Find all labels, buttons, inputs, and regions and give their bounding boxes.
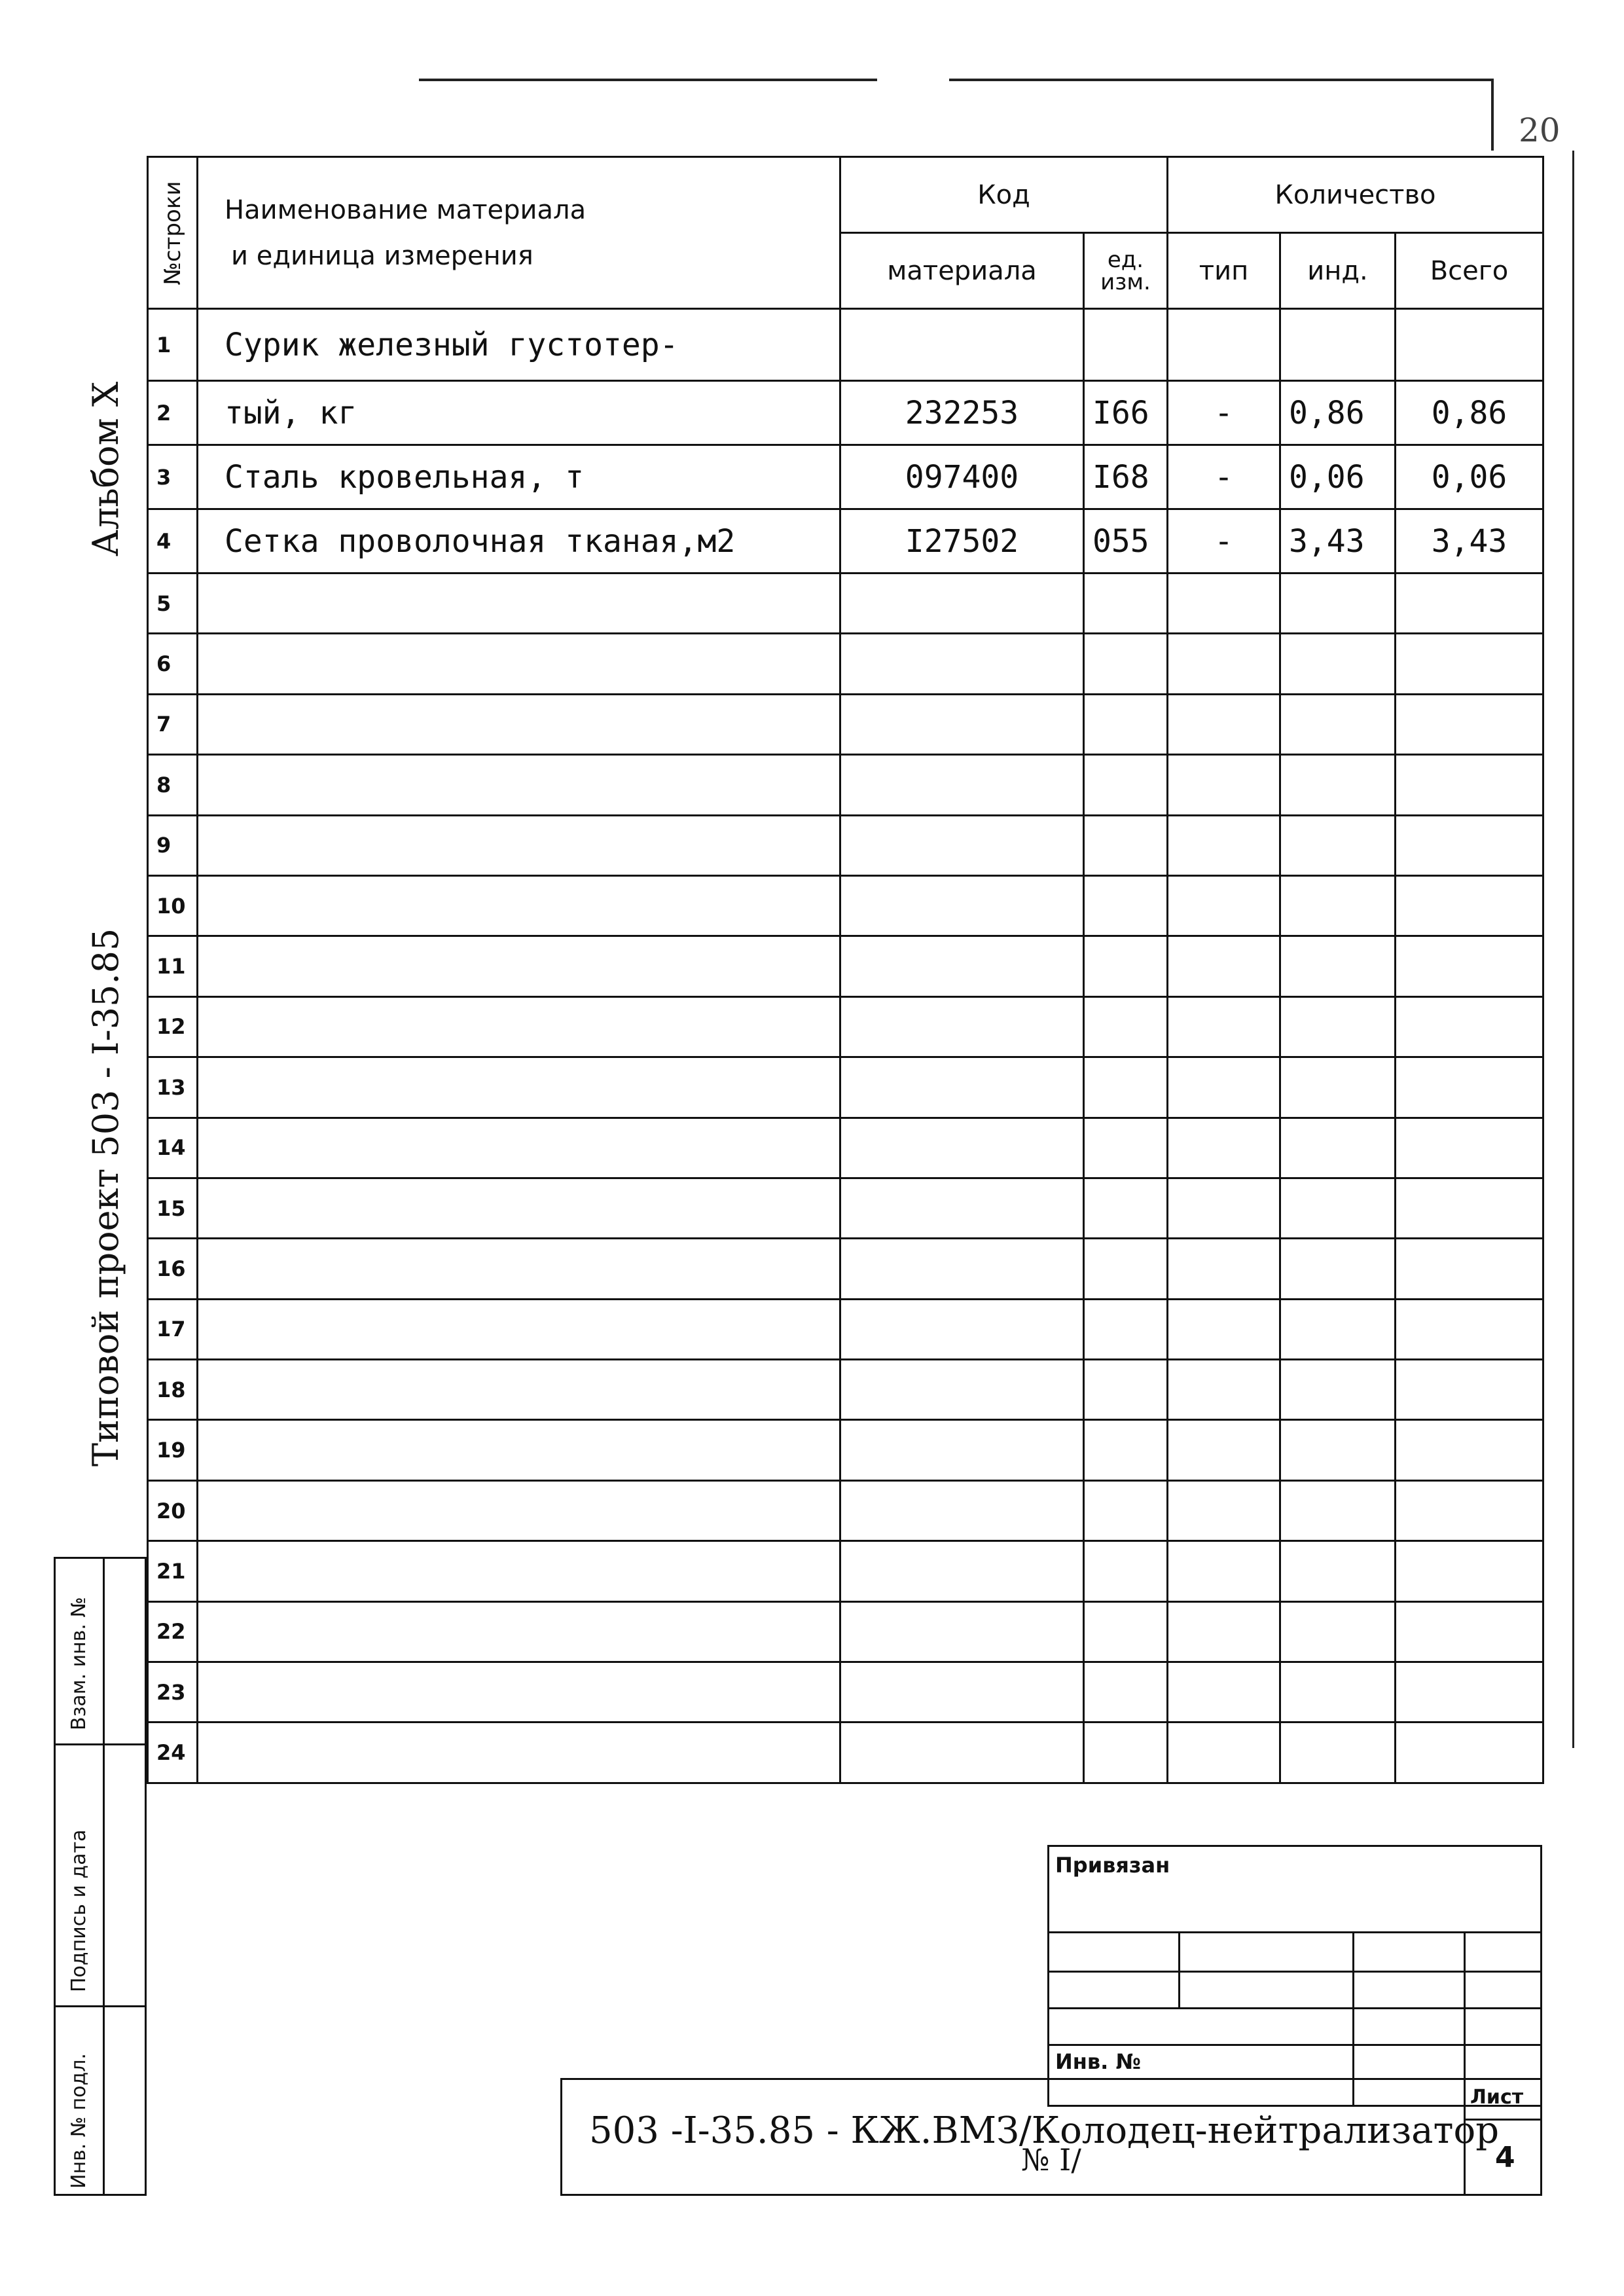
row-qty-type bbox=[1168, 1118, 1280, 1178]
row-unit-code bbox=[1084, 1178, 1168, 1238]
project-label: Типовой проект 503 - I-35.85 bbox=[85, 928, 126, 1467]
row-material-code bbox=[840, 1480, 1084, 1540]
header-row-number: №строки bbox=[148, 157, 198, 309]
row-material-name: Сетка проволочная тканая,м2 bbox=[198, 509, 840, 574]
row-material-code bbox=[840, 1118, 1084, 1178]
row-qty-total bbox=[1396, 996, 1543, 1057]
row-material-code bbox=[840, 694, 1084, 754]
row-material-name: Сталь кровельная, т bbox=[198, 445, 840, 509]
row-material-code bbox=[840, 309, 1084, 381]
row-qty-type bbox=[1168, 875, 1280, 936]
row-qty-total bbox=[1396, 1480, 1543, 1540]
table-row bbox=[148, 1601, 1543, 1662]
row-material-code bbox=[840, 574, 1084, 634]
row-qty-ind bbox=[1280, 1360, 1396, 1420]
row-qty-type: - bbox=[1168, 381, 1280, 445]
row-unit-code bbox=[1084, 309, 1168, 381]
row-number: 14 bbox=[148, 1118, 198, 1178]
row-unit-code bbox=[1084, 875, 1168, 936]
row-number: 12 bbox=[148, 996, 198, 1057]
row-number: 16 bbox=[148, 1239, 198, 1299]
row-number: 19 bbox=[148, 1420, 198, 1480]
top-border-line bbox=[419, 79, 1492, 81]
row-number: 8 bbox=[148, 755, 198, 815]
row-qty-total bbox=[1396, 634, 1543, 694]
row-unit-code: I68 bbox=[1084, 445, 1168, 509]
row-unit-code bbox=[1084, 815, 1168, 875]
row-unit-code bbox=[1084, 1601, 1168, 1662]
row-number: 10 bbox=[148, 875, 198, 936]
row-unit-code bbox=[1084, 1057, 1168, 1118]
row-material-code bbox=[840, 1299, 1084, 1359]
table-row bbox=[148, 445, 1543, 509]
row-number: 23 bbox=[148, 1662, 198, 1722]
row-qty-type bbox=[1168, 634, 1280, 694]
row-qty-ind bbox=[1280, 1480, 1396, 1540]
row-unit-code bbox=[1084, 1662, 1168, 1722]
table-row bbox=[148, 694, 1543, 754]
header-qty-ind: инд. bbox=[1280, 233, 1396, 309]
table-row bbox=[148, 1722, 1543, 1783]
stamp-divider bbox=[103, 1559, 105, 2194]
row-qty-type bbox=[1168, 1541, 1280, 1601]
row-qty-ind bbox=[1280, 815, 1396, 875]
title-block-privyazan: Привязан bbox=[1055, 1853, 1170, 1878]
row-qty-ind bbox=[1280, 1601, 1396, 1662]
row-material-name bbox=[198, 1722, 840, 1783]
row-material-code bbox=[840, 1541, 1084, 1601]
row-number: 5 bbox=[148, 574, 198, 634]
row-qty-ind bbox=[1280, 875, 1396, 936]
row-number: 20 bbox=[148, 1480, 198, 1540]
row-material-name bbox=[198, 996, 840, 1057]
header-code-material: материала bbox=[840, 233, 1084, 309]
row-qty-ind bbox=[1280, 1299, 1396, 1359]
table-row bbox=[148, 815, 1543, 875]
row-qty-ind bbox=[1280, 694, 1396, 754]
tb-line bbox=[1178, 1931, 1180, 2009]
table-row bbox=[148, 1480, 1543, 1540]
document-code-line2: № I/ bbox=[1021, 2142, 1081, 2178]
row-qty-total bbox=[1396, 1057, 1543, 1118]
row-material-name bbox=[198, 1662, 840, 1722]
row-material-code bbox=[840, 996, 1084, 1057]
row-qty-ind bbox=[1280, 996, 1396, 1057]
row-qty-type bbox=[1168, 1420, 1280, 1480]
row-qty-total bbox=[1396, 1601, 1543, 1662]
materials-table bbox=[147, 156, 1544, 1784]
row-material-code bbox=[840, 634, 1084, 694]
row-qty-type bbox=[1168, 1239, 1280, 1299]
row-unit-code bbox=[1084, 1420, 1168, 1480]
tb-line bbox=[1047, 1971, 1542, 1973]
row-qty-total bbox=[1396, 755, 1543, 815]
table-row bbox=[148, 634, 1543, 694]
row-material-name: тый, кг bbox=[198, 381, 840, 445]
header-code-group: Код bbox=[840, 157, 1168, 233]
table-row bbox=[148, 936, 1543, 996]
row-material-code bbox=[840, 1722, 1084, 1783]
row-unit-code bbox=[1084, 1118, 1168, 1178]
row-qty-ind bbox=[1280, 1057, 1396, 1118]
row-material-name bbox=[198, 1480, 840, 1540]
row-number: 3 bbox=[148, 445, 198, 509]
row-unit-code bbox=[1084, 1541, 1168, 1601]
row-material-name bbox=[198, 1541, 840, 1601]
row-number: 6 bbox=[148, 634, 198, 694]
row-qty-type bbox=[1168, 755, 1280, 815]
row-qty-total bbox=[1396, 694, 1543, 754]
row-number: 7 bbox=[148, 694, 198, 754]
row-qty-ind bbox=[1280, 936, 1396, 996]
table-row bbox=[148, 574, 1543, 634]
row-qty-type: - bbox=[1168, 445, 1280, 509]
row-material-name bbox=[198, 574, 840, 634]
row-material-code bbox=[840, 1178, 1084, 1238]
row-material-code bbox=[840, 1360, 1084, 1420]
row-material-code: 097400 bbox=[840, 445, 1084, 509]
table-row bbox=[148, 1420, 1543, 1480]
row-unit-code bbox=[1084, 1722, 1168, 1783]
row-unit-code bbox=[1084, 1239, 1168, 1299]
row-qty-total bbox=[1396, 875, 1543, 936]
row-qty-total: 0,06 bbox=[1396, 445, 1543, 509]
stamp-label-vzam: Взам. инв. № bbox=[67, 1597, 90, 1730]
header-qty-total: Всего bbox=[1396, 233, 1543, 309]
row-qty-total bbox=[1396, 1541, 1543, 1601]
row-number: 17 bbox=[148, 1299, 198, 1359]
row-qty-ind bbox=[1280, 309, 1396, 381]
row-qty-type bbox=[1168, 1480, 1280, 1540]
row-qty-total bbox=[1396, 1360, 1543, 1420]
row-material-name bbox=[198, 1178, 840, 1238]
header-material-name: Наименование материала и единица измерения bbox=[198, 157, 840, 309]
row-unit-code bbox=[1084, 694, 1168, 754]
row-material-name bbox=[198, 1118, 840, 1178]
header-qty-type: тип bbox=[1168, 233, 1280, 309]
row-qty-total bbox=[1396, 936, 1543, 996]
row-qty-ind bbox=[1280, 1541, 1396, 1601]
row-unit-code bbox=[1084, 574, 1168, 634]
row-unit-code bbox=[1084, 1480, 1168, 1540]
tb-line bbox=[1047, 2044, 1542, 2046]
table-row bbox=[148, 1299, 1543, 1359]
row-qty-type bbox=[1168, 309, 1280, 381]
row-qty-total bbox=[1396, 1299, 1543, 1359]
table-row bbox=[148, 309, 1543, 381]
row-material-code bbox=[840, 1662, 1084, 1722]
row-material-name bbox=[198, 694, 840, 754]
row-unit-code: 055 bbox=[1084, 509, 1168, 574]
row-material-code bbox=[840, 1420, 1084, 1480]
page-number: 20 bbox=[1519, 111, 1561, 149]
row-material-name bbox=[198, 1299, 840, 1359]
title-block-inv-no: Инв. № bbox=[1055, 2049, 1141, 2074]
document-code: 503 -I-35.85 - КЖ.ВМЗ/Колодец-нейтрализатор bbox=[589, 2109, 1500, 2152]
row-qty-ind bbox=[1280, 1420, 1396, 1480]
row-material-name: Сурик железный густотер- bbox=[198, 309, 840, 381]
row-qty-type bbox=[1168, 694, 1280, 754]
row-material-name bbox=[198, 1239, 840, 1299]
row-unit-code bbox=[1084, 1360, 1168, 1420]
row-qty-type bbox=[1168, 574, 1280, 634]
row-unit-code bbox=[1084, 634, 1168, 694]
row-qty-ind: 3,43 bbox=[1280, 509, 1396, 574]
row-qty-total bbox=[1396, 1722, 1543, 1783]
row-number: 24 bbox=[148, 1722, 198, 1783]
header-quantity-group: Количество bbox=[1168, 157, 1543, 233]
stamp-divider bbox=[56, 2005, 145, 2007]
row-material-name bbox=[198, 875, 840, 936]
table-row bbox=[148, 875, 1543, 936]
row-qty-type bbox=[1168, 996, 1280, 1057]
row-number: 9 bbox=[148, 815, 198, 875]
row-qty-total bbox=[1396, 1662, 1543, 1722]
row-number: 22 bbox=[148, 1601, 198, 1662]
table-row bbox=[148, 1541, 1543, 1601]
table-row bbox=[148, 509, 1543, 574]
row-material-code bbox=[840, 1239, 1084, 1299]
row-material-name bbox=[198, 936, 840, 996]
row-qty-ind bbox=[1280, 1662, 1396, 1722]
row-number: 2 bbox=[148, 381, 198, 445]
row-qty-ind: 0,06 bbox=[1280, 445, 1396, 509]
row-number: 15 bbox=[148, 1178, 198, 1238]
row-number: 18 bbox=[148, 1360, 198, 1420]
sheet-label: Лист bbox=[1470, 2086, 1524, 2109]
row-material-name bbox=[198, 1360, 840, 1420]
row-material-code bbox=[840, 936, 1084, 996]
header-code-unit: ед. изм. bbox=[1084, 233, 1168, 309]
row-qty-total: 0,86 bbox=[1396, 381, 1543, 445]
row-qty-ind: 0,86 bbox=[1280, 381, 1396, 445]
row-qty-ind bbox=[1280, 1722, 1396, 1783]
row-unit-code bbox=[1084, 936, 1168, 996]
row-material-code bbox=[840, 1057, 1084, 1118]
sheet-number: 4 bbox=[1495, 2141, 1515, 2174]
row-unit-code bbox=[1084, 755, 1168, 815]
row-qty-ind bbox=[1280, 1178, 1396, 1238]
row-material-code: 232253 bbox=[840, 381, 1084, 445]
row-material-code: I27502 bbox=[840, 509, 1084, 574]
row-qty-type bbox=[1168, 1360, 1280, 1420]
row-qty-total bbox=[1396, 1118, 1543, 1178]
row-material-code bbox=[840, 875, 1084, 936]
row-material-name bbox=[198, 1057, 840, 1118]
row-qty-type bbox=[1168, 1178, 1280, 1238]
right-edge-line bbox=[1572, 151, 1574, 1748]
tb-line bbox=[1047, 2007, 1542, 2009]
row-number: 4 bbox=[148, 509, 198, 574]
row-qty-total bbox=[1396, 574, 1543, 634]
stamp-column bbox=[54, 1557, 147, 2196]
table-row bbox=[148, 1057, 1543, 1118]
row-qty-ind bbox=[1280, 1239, 1396, 1299]
row-qty-type bbox=[1168, 1601, 1280, 1662]
table-row bbox=[148, 381, 1543, 445]
row-material-name bbox=[198, 815, 840, 875]
tb-line bbox=[1047, 1931, 1542, 1933]
row-material-name bbox=[198, 1420, 840, 1480]
top-border-gap bbox=[877, 77, 949, 82]
row-qty-type: - bbox=[1168, 509, 1280, 574]
stamp-label-podpis: Подпись и дата bbox=[67, 1829, 90, 1992]
table-row bbox=[148, 1239, 1543, 1299]
row-number: 13 bbox=[148, 1057, 198, 1118]
table-row bbox=[148, 755, 1543, 815]
table-row bbox=[148, 1662, 1543, 1722]
row-qty-type bbox=[1168, 1662, 1280, 1722]
row-material-name bbox=[198, 755, 840, 815]
row-qty-total bbox=[1396, 1420, 1543, 1480]
row-qty-type bbox=[1168, 1057, 1280, 1118]
row-material-name bbox=[198, 1601, 840, 1662]
row-material-code bbox=[840, 755, 1084, 815]
row-qty-type bbox=[1168, 815, 1280, 875]
row-number: 11 bbox=[148, 936, 198, 996]
row-qty-total bbox=[1396, 815, 1543, 875]
corner-line bbox=[1491, 79, 1494, 151]
row-qty-type bbox=[1168, 1722, 1280, 1783]
table-row bbox=[148, 1178, 1543, 1238]
row-unit-code: I66 bbox=[1084, 381, 1168, 445]
row-qty-total bbox=[1396, 309, 1543, 381]
table-row bbox=[148, 1360, 1543, 1420]
row-qty-ind bbox=[1280, 634, 1396, 694]
row-qty-ind bbox=[1280, 755, 1396, 815]
row-material-name bbox=[198, 634, 840, 694]
row-qty-total: 3,43 bbox=[1396, 509, 1543, 574]
table-row bbox=[148, 996, 1543, 1057]
row-qty-total bbox=[1396, 1178, 1543, 1238]
stamp-label-inv-podl: Инв. № подл. bbox=[67, 2053, 90, 2189]
row-qty-type bbox=[1168, 936, 1280, 996]
row-number: 21 bbox=[148, 1541, 198, 1601]
row-material-code bbox=[840, 815, 1084, 875]
stamp-divider bbox=[56, 1743, 145, 1745]
row-material-code bbox=[840, 1601, 1084, 1662]
row-unit-code bbox=[1084, 1299, 1168, 1359]
album-label: Альбом X bbox=[85, 381, 126, 556]
row-qty-ind bbox=[1280, 1118, 1396, 1178]
table-row bbox=[148, 1118, 1543, 1178]
row-unit-code bbox=[1084, 996, 1168, 1057]
row-number: 1 bbox=[148, 309, 198, 381]
row-qty-type bbox=[1168, 1299, 1280, 1359]
row-qty-ind bbox=[1280, 574, 1396, 634]
row-qty-total bbox=[1396, 1239, 1543, 1299]
